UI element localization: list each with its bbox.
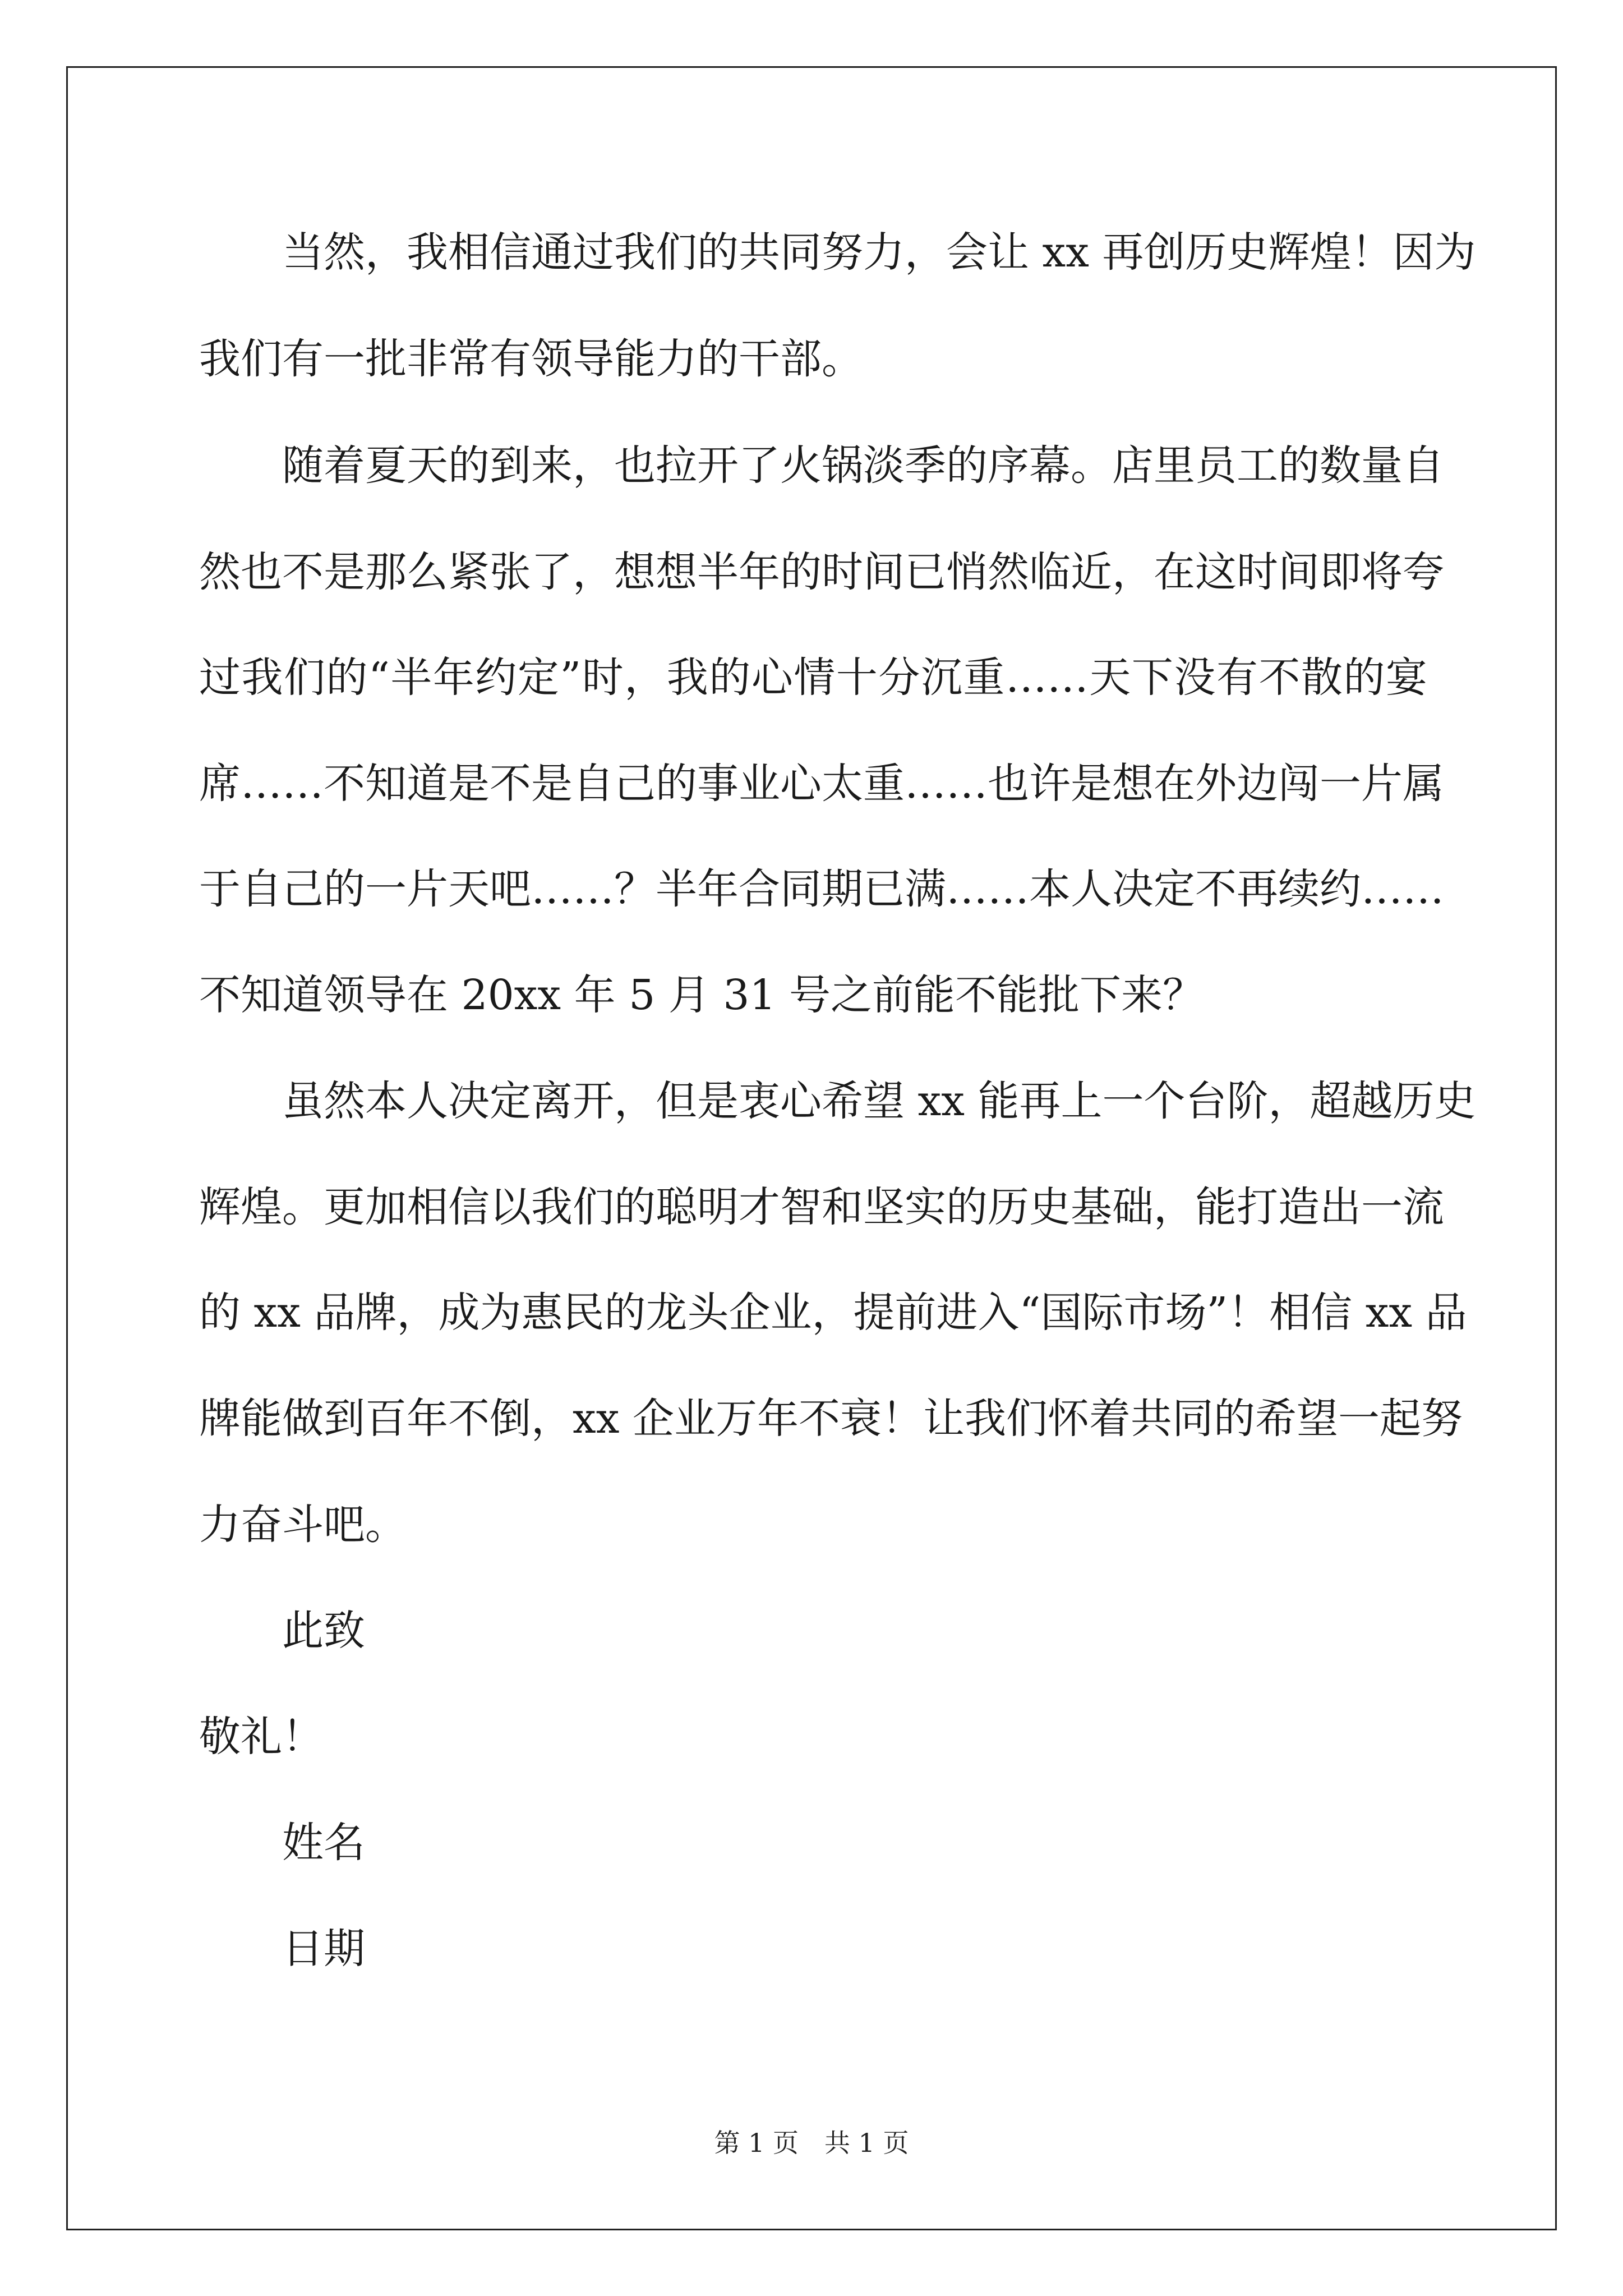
page-border [66,66,1557,2230]
body-line-11: 的 xx 品牌，成为惠民的龙头企业，提前进入“国际市场”！相信 xx 品 [199,1289,1467,1337]
body-line-13: 力奋斗吧。 [199,1501,407,1549]
body-line-7: 于自己的一片天吧……？半年合同期已满……本人决定不再续约…… [199,865,1444,913]
page-number: 第 1 页 [714,2128,799,2158]
body-line-3: 随着夏天的到来，也拉开了火锅淡季的序幕。店里员工的数量自 [282,441,1444,490]
closing-salutation: 此致 [282,1607,365,1655]
body-line-8: 不知道领导在 20xx 年 5 月 31 号之前能不能批下来？ [199,971,1205,1019]
body-line-5: 过我们的“半年约定”时，我的心情十分沉重……天下没有不散的宴 [199,654,1427,702]
body-line-1: 当然，我相信通过我们的共同努力，会让 xx 再创历史辉煌！因为 [282,228,1476,277]
body-line-4: 然也不是那么紧张了，想想半年的时间已悄然临近，在这时间即将夸 [199,548,1444,596]
body-line-6: 席……不知道是不是自己的事业心太重……也许是想在外边闯一片属 [199,760,1444,808]
signature-name: 姓名 [282,1819,365,1867]
signature-date: 日期 [282,1925,365,1973]
body-line-12: 牌能做到百年不倒，xx 企业万年不衰！让我们怀着共同的希望一起努 [199,1395,1463,1443]
closing-regards: 敬礼！ [199,1713,324,1761]
body-line-2: 我们有一批非常有领导能力的干部。 [199,335,863,383]
page-total: 共 1 页 [824,2128,909,2158]
body-line-9: 虽然本人决定离开，但是衷心希望 xx 能再上一个台阶，超越历史 [282,1077,1476,1125]
body-line-10: 辉煌。更加相信以我们的聪明才智和坚实的历史基础，能打造出一流 [199,1183,1444,1231]
page-footer [0,2126,1623,2160]
